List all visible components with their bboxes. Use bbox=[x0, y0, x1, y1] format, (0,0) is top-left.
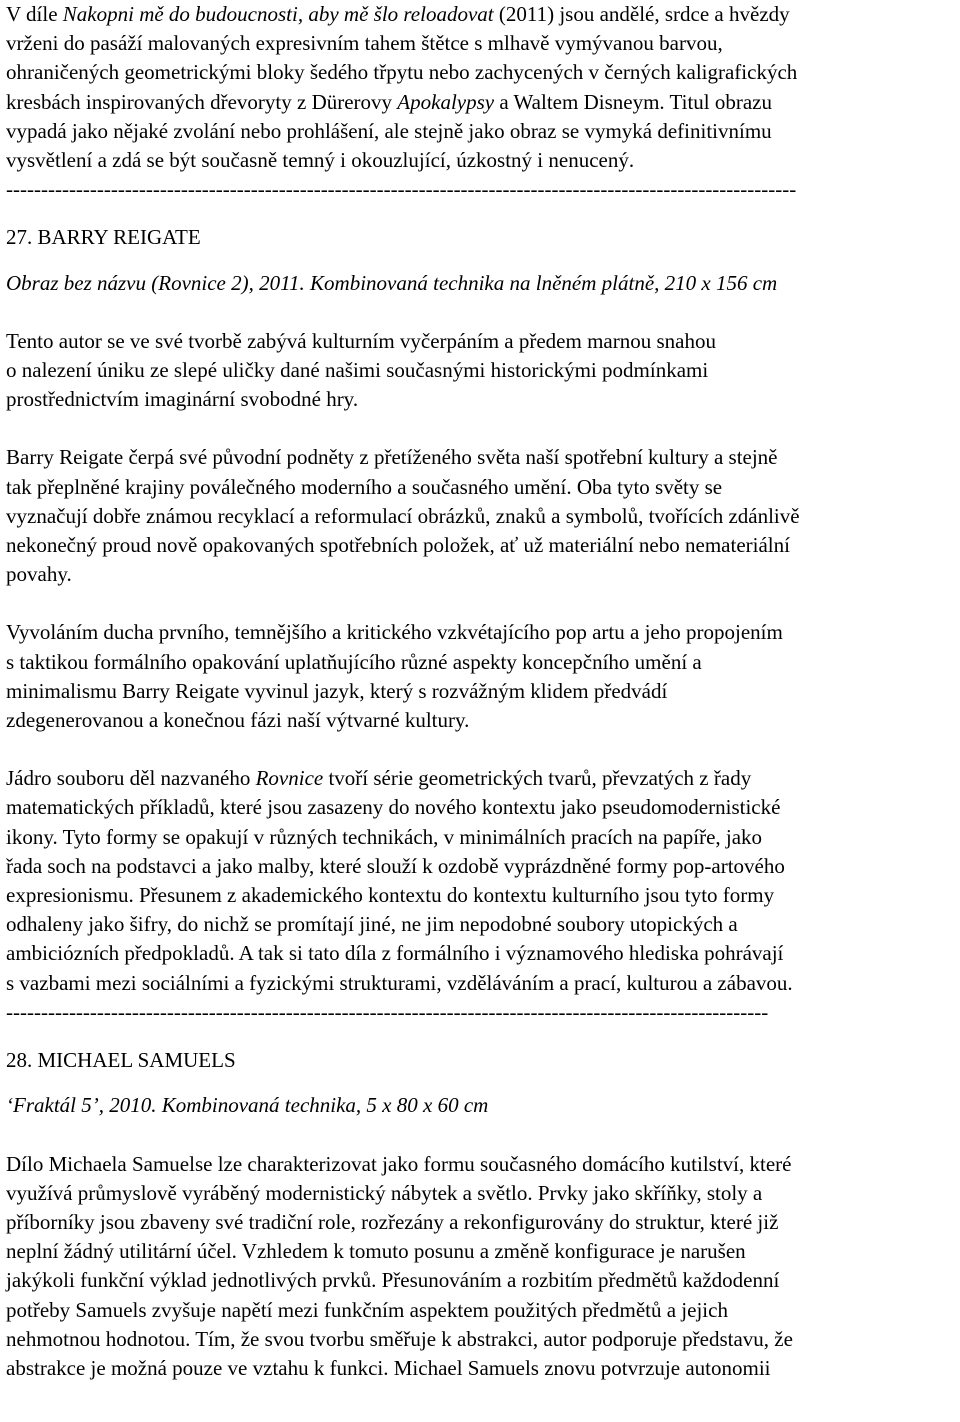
intro-text-2: (2011) jsou andělé, srdce a hvězdy vrženi do pasáží malovaných expresivním tahem štětce s mlhavě vymývanou barvou, ohraničených geometrickými bloky šedého třpytu nebo zachycených v černých kaligrafických kresbách inspirovaných dřevoryty z Dürerovy bbox=[6, 2, 798, 114]
entry-28-heading: 28. MICHAEL SAMUELS bbox=[6, 1048, 236, 1073]
entry-27-paragraph-1: Tento autor se ve své tvorbě zabývá kulturním vyčerpáním a předem marnou snahou o nalezení úniku ze slepé uličky dané našimi současnými historickými podmínkami prostřednictvím imaginární svobodné hry. bbox=[6, 328, 716, 412]
entry-27-paragraph-4-text-b: tvoří série geometrických tvarů, převzatých z řady matematických příkladů, které jsou zasazeny do nového kontextu jako pseudomodernistické ikony. Tyto formy se opakují v různých technikách, v minimálních pracích na papíře, jako řada soch na podstavci a jako malby, které slouží k ozdobě vyprázdněné formy pop-artového expresionismu. Přesunem z akademického kontextu do kontextu kulturního jsou tyto formy odhaleny jako šifry, do nichž se promítají jiné, ne jim nepodobné soubory utopických a ambiciózních předpokladů. A tak si tato díla z formálního i významového hlediska pohrávají s vazbami mezi sociálními a fyzickými strukturami, vzděláváním a prací, kulturou a zábavou. bbox=[6, 766, 793, 995]
separator-line: ------------------------------------------------------------------------------------------------------------- bbox=[6, 999, 769, 1024]
document-page bbox=[6, 0, 954, 1383]
intro-text-3: a Waltem Disneym. Titul obrazu vypadá jako nějaké zvolání nebo prohlášení, ale stejně jako obraz se vymyká definitivnímu vysvětlení a zdá se být současně temný i okouzlující, úzkostný i nenucený. bbox=[6, 89, 772, 173]
entry-27-paragraph-4-text-a: Jádro souboru děl nazvaného bbox=[6, 766, 256, 791]
separator-line: ----------------------------------------------------------------------------------------------------------------- bbox=[6, 177, 797, 202]
intro-text-1: V díle bbox=[6, 2, 63, 26]
intro-title-italic: Nakopni mě do budoucnosti, aby mě šlo reloadovat bbox=[62, 2, 494, 26]
intro-paragraph bbox=[6, 0, 954, 175]
entry-27-paragraph-3: Vyvoláním ducha prvního, temnějšího a kritického vzkvétajícího pop artu a jeho propojením s taktikou formálního opakování uplatňujícího různé aspekty koncepčního umění a minimalismu Barry Reigate vyvinul jazyk, který s rozvážným klidem předvádí zdegenerovanou a konečnou fázi naší výtvarné kultury. bbox=[6, 620, 783, 733]
entry-28-paragraph-1: Dílo Michaela Samuelse lze charakterizovat jako formu současného domácího kutilství, které využívá průmyslově vyráběný modernistický nábytek a světlo. Prvky jako skříňky, stoly a příborníky jsou zbaveny své tradiční role, rozřezány a rekonfigurovány do struktur, které již neplní žádný utilitární účel. Vzhledem k tomuto posunu a změně konfigurace je narušen jakýkoli funkční výklad jednotlivých prvků. Přesunováním a rozbitím předmětů každodenní potřeby Samuels zvyšuje napětí mezi funkčním aspektem použitých předmětů a jejich nehmotnou hodnotou. Tím, že svou tvorbu směřuje k abstrakci, autor podporuje představu, že abstrakce je možná pouze ve vztahu k funkci. Michael Samuels znovu potvrzuje autonomii bbox=[6, 1151, 793, 1380]
intro-apokalypsy-italic: Apokalypsy bbox=[397, 89, 495, 114]
entry-27-heading: 27. BARRY REIGATE bbox=[6, 225, 201, 250]
entry-27-paragraph-4 bbox=[6, 764, 954, 998]
entry-27-caption: Obraz bez názvu (Rovnice 2), 2011. Kombinovaná technika na lněném plátně, 210 x 156 cm bbox=[6, 270, 778, 295]
entry-28-caption: ‘Fraktál 5’, 2010. Kombinovaná technika, 5 x 80 x 60 cm bbox=[6, 1093, 489, 1118]
entry-27-paragraph-2: Barry Reigate čerpá své původní podněty z přetíženého světa naší spotřební kultury a stejně tak přeplněné krajiny poválečného moderního a současného umění. Oba tyto světy se vyznačují dobře známou recyklací a reformulací obrázků, znaků a symbolů, tvořících zdánlivě nekonečný proud nově opakovaných spotřebních položek, ať už materiální nebo nemateriální povahy. bbox=[6, 445, 800, 587]
entry-27-rovnice-italic: Rovnice bbox=[255, 766, 324, 791]
